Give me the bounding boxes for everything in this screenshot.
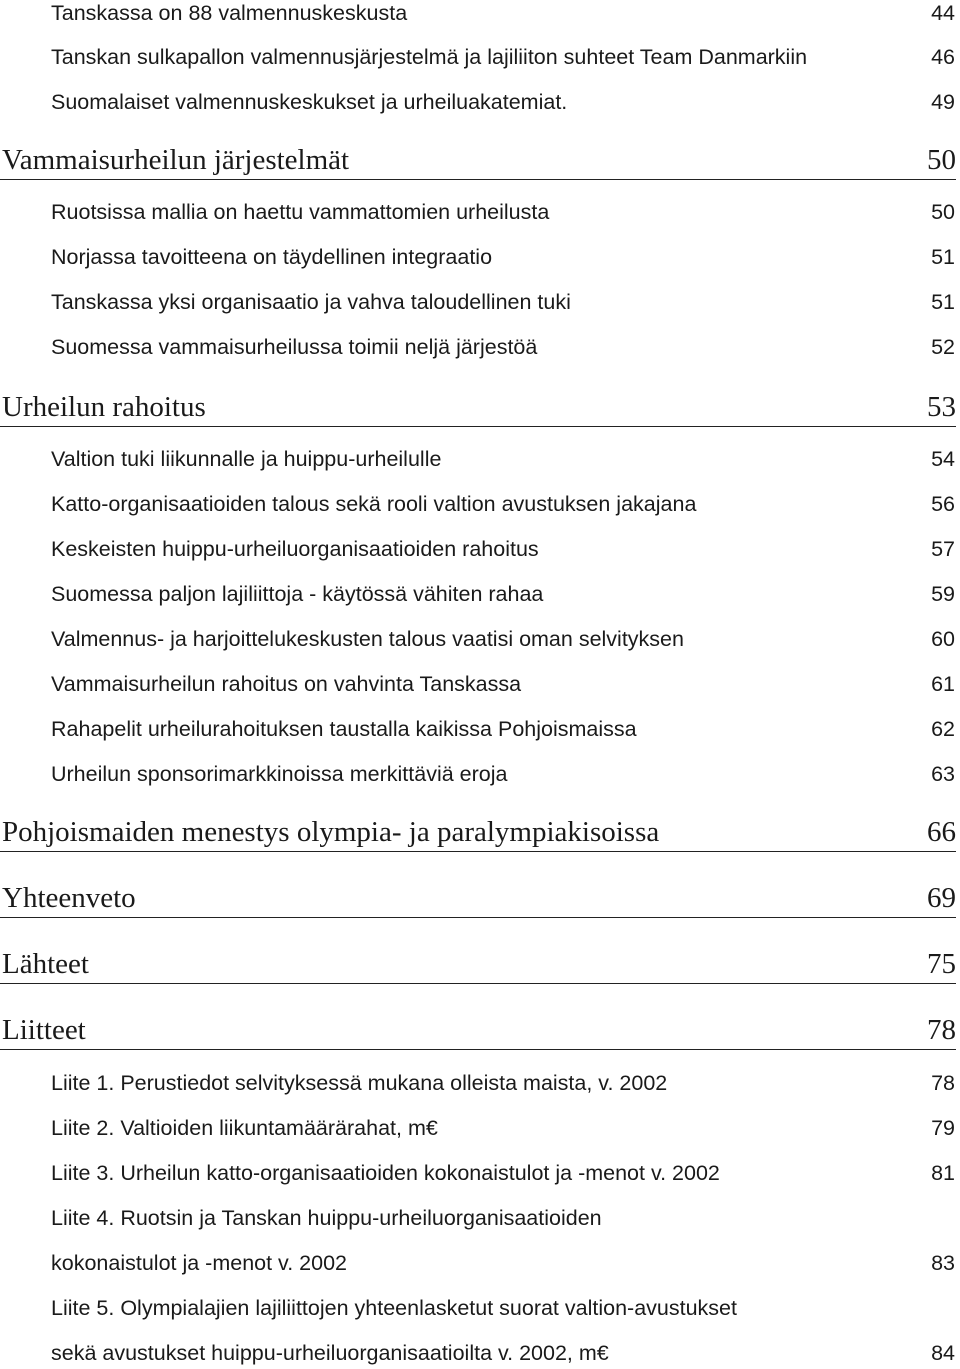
entry-title: Liite 1. Perustiedot selvityksessä mukana olleista maista, v. 2002 bbox=[51, 1071, 668, 1095]
entry-title: Liite 4. Ruotsin ja Tanskan huippu-urheiluorganisaatioiden bbox=[51, 1206, 602, 1230]
entry-title: Tanskassa yksi organisaatio ja vahva taloudellinen tuki bbox=[51, 290, 571, 314]
section-title: Yhteenveto bbox=[2, 882, 136, 914]
entry-title: Suomessa paljon lajiliittoja - käytössä vähiten rahaa bbox=[51, 582, 544, 606]
page-number: 46 bbox=[931, 45, 955, 69]
entry-title: kokonaistulot ja -menot v. 2002 bbox=[51, 1251, 347, 1275]
page-number: 56 bbox=[931, 492, 955, 516]
page-number: 60 bbox=[931, 627, 955, 651]
entry-title: Liite 3. Urheilun katto-organisaatioiden kokonaistulot ja -menot v. 2002 bbox=[51, 1161, 720, 1185]
section-divider bbox=[0, 983, 956, 984]
page-number: 63 bbox=[931, 762, 955, 786]
entry-title: Vammaisurheilun rahoitus on vahvinta Tanskassa bbox=[51, 672, 522, 696]
page-number: 69 bbox=[927, 882, 956, 914]
entry-title: Suomessa vammaisurheilussa toimii neljä järjestöä bbox=[51, 335, 538, 359]
entry-title: sekä avustukset huippu-urheiluorganisaatioilta v. 2002, m€ bbox=[51, 1341, 609, 1365]
entry-title: Katto-organisaatioiden talous sekä rooli valtion avustuksen jakajana bbox=[51, 492, 697, 516]
entry-title: Urheilun sponsorimarkkinoissa merkittäviä eroja bbox=[51, 762, 508, 786]
page-number: 61 bbox=[931, 672, 955, 696]
page-number: 81 bbox=[931, 1161, 955, 1185]
entry-title: Keskeisten huippu-urheiluorganisaatioiden rahoitus bbox=[51, 537, 539, 561]
entry-title: Tanskan sulkapallon valmennusjärjestelmä ja lajiliiton suhteet Team Danmarkiin bbox=[51, 45, 808, 69]
page-number: 53 bbox=[927, 391, 956, 423]
section-divider bbox=[0, 917, 956, 918]
page-number: 83 bbox=[931, 1251, 955, 1275]
page-number: 54 bbox=[931, 447, 955, 471]
section-title: Urheilun rahoitus bbox=[2, 391, 206, 423]
page-number: 75 bbox=[927, 948, 956, 980]
page-number: 78 bbox=[927, 1014, 956, 1046]
page-number: 52 bbox=[931, 335, 955, 359]
page-number: 84 bbox=[931, 1341, 955, 1365]
page-number: 79 bbox=[931, 1116, 955, 1140]
page-number: 49 bbox=[931, 90, 955, 114]
section-divider bbox=[0, 1049, 956, 1050]
page-number: 59 bbox=[931, 582, 955, 606]
page-number: 66 bbox=[927, 816, 956, 848]
entry-title: Valtion tuki liikunnalle ja huippu-urheilulle bbox=[51, 447, 442, 471]
section-divider bbox=[0, 179, 956, 180]
page-number: 78 bbox=[931, 1071, 955, 1095]
page-number: 51 bbox=[931, 290, 955, 314]
page-number: 62 bbox=[931, 717, 955, 741]
section-title: Vammaisurheilun järjestelmät bbox=[2, 144, 350, 176]
entry-title: Ruotsissa mallia on haettu vammattomien urheilusta bbox=[51, 200, 550, 224]
entry-title: Norjassa tavoitteena on täydellinen integraatio bbox=[51, 245, 493, 269]
section-divider bbox=[0, 426, 956, 427]
entry-title: Suomalaiset valmennuskeskukset ja urheiluakatemiat. bbox=[51, 90, 568, 114]
entry-title: Valmennus- ja harjoittelukeskusten talous vaatisi oman selvityksen bbox=[51, 627, 684, 651]
entry-title: Liite 5. Olympialajien lajiliittojen yhteenlasketut suorat valtion-avustukset bbox=[51, 1296, 737, 1320]
section-title: Lähteet bbox=[2, 948, 89, 980]
section-title: Pohjoismaiden menestys olympia- ja paralympiakisoissa bbox=[2, 816, 660, 848]
page-number: 57 bbox=[931, 537, 955, 561]
page-number: 50 bbox=[931, 200, 955, 224]
page-number: 44 bbox=[931, 1, 955, 25]
entry-title: Liite 2. Valtioiden liikuntamäärärahat, m€ bbox=[51, 1116, 438, 1140]
section-divider bbox=[0, 851, 956, 852]
section-title: Liitteet bbox=[2, 1014, 86, 1046]
page-number: 50 bbox=[927, 144, 956, 176]
entry-title: Tanskassa on 88 valmennuskeskusta bbox=[51, 1, 408, 25]
page-number: 51 bbox=[931, 245, 955, 269]
entry-title: Rahapelit urheilurahoituksen taustalla kaikissa Pohjoismaissa bbox=[51, 717, 637, 741]
